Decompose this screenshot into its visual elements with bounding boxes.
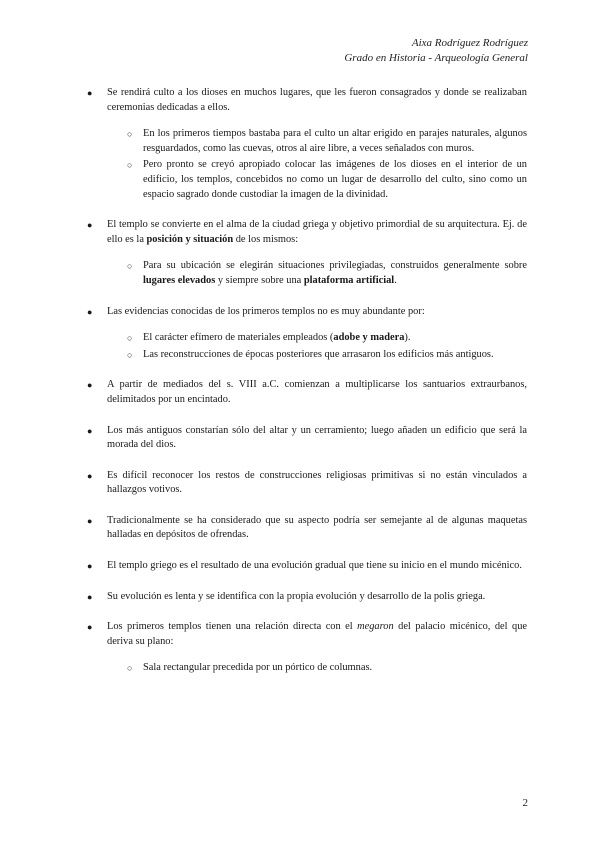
bullet-icon: ● bbox=[87, 380, 93, 391]
list-item bbox=[85, 86, 527, 115]
hollow-bullet-icon: ○ bbox=[127, 160, 133, 171]
bullet-icon: ● bbox=[87, 591, 93, 602]
item-text: del palacio micénico, del que deriva su plano: bbox=[107, 621, 527, 647]
list-item bbox=[85, 218, 527, 247]
bullet-icon: ● bbox=[87, 515, 93, 526]
item-text: Los primeros templos tienen una relación directa con el bbox=[107, 621, 358, 633]
list-item bbox=[85, 590, 527, 605]
item-text: ). bbox=[404, 332, 411, 344]
item-text: El carácter efímero de materiales empleados ( bbox=[143, 332, 334, 344]
page-body bbox=[85, 86, 527, 692]
sub-list-item bbox=[85, 331, 527, 346]
author-name: Aixa Rodríguez Rodríguez bbox=[411, 37, 528, 49]
bullet-icon: ● bbox=[87, 622, 93, 633]
bullet-icon: ● bbox=[87, 306, 93, 317]
sub-list bbox=[85, 331, 527, 362]
item-text: Los más antiguos constarían sólo del altar y un cerramiento; luego añaden un edificio que será la morada del dios. bbox=[107, 424, 527, 451]
course-title: Grado en Historia - Arqueología General bbox=[344, 52, 528, 64]
list-item bbox=[85, 469, 527, 498]
list-item bbox=[85, 378, 527, 407]
bullet-icon: ● bbox=[87, 88, 93, 98]
item-text: Tradicionalmente se ha considerado que su aspecto podría ser semejante al de algunas maquetas halladas en depósitos de ofrendas. bbox=[107, 514, 527, 541]
list-item bbox=[85, 559, 527, 574]
sub-list-item bbox=[85, 127, 527, 156]
sub-list bbox=[85, 127, 527, 202]
item-text: de los mismos: bbox=[233, 233, 299, 245]
list-item bbox=[85, 620, 527, 649]
bullet-icon: ● bbox=[87, 561, 93, 572]
sub-list-item bbox=[85, 158, 527, 202]
bold-text: adobe y madera bbox=[333, 332, 405, 344]
hollow-bullet-icon: ○ bbox=[127, 333, 133, 344]
hollow-bullet-icon: ○ bbox=[127, 129, 133, 140]
page-number: 2 bbox=[522, 797, 528, 809]
italic-text: megaron bbox=[357, 621, 394, 633]
sub-list-item bbox=[85, 348, 527, 363]
list-item bbox=[85, 305, 527, 320]
item-text: Sala rectangular precedida por un pórtico de columnas. bbox=[143, 662, 373, 674]
item-text: El templo se convierte en el alma de la ciudad griega y objetivo primordial de su arquitectura. Ej. de ello es la bbox=[107, 219, 527, 245]
bold-text: plataforma artificial bbox=[303, 274, 395, 286]
hollow-bullet-icon: ○ bbox=[127, 261, 133, 272]
sub-list bbox=[85, 259, 527, 288]
item-text: Pero pronto se creyó apropiado colocar las imágenes de los dioses en el interior de un edificio, los templos, concebidos no como un lugar de desarrollo del culto, sino como un espacio sagrado donde custodiar la imagen de la divinidad. bbox=[143, 159, 527, 200]
list-item bbox=[85, 514, 527, 543]
bullet-icon: ● bbox=[87, 220, 93, 231]
sub-list-item bbox=[85, 661, 527, 676]
item-text: El templo griego es el resultado de una evolución gradual que tiene su inicio en el mundo micénico. bbox=[107, 560, 522, 572]
bold-text: lugares elevados bbox=[143, 274, 216, 286]
item-text: Se rendirá culto a los dioses en muchos lugares, que les fueron consagrados y donde se realizaban ceremonias dedicadas a ellos. bbox=[107, 87, 527, 113]
bullet-icon: ● bbox=[87, 470, 93, 481]
page-header bbox=[344, 36, 528, 66]
bold-text: posición y situación bbox=[146, 233, 234, 245]
item-text: . bbox=[394, 274, 397, 286]
bullet-icon: ● bbox=[87, 425, 93, 436]
sub-list bbox=[85, 661, 527, 676]
item-text: Las evidencias conocidas de los primeros templos no es muy abundante por: bbox=[107, 305, 425, 317]
list-item bbox=[85, 424, 527, 453]
item-text: En los primeros tiempos bastaba para el culto un altar erigido en parajes naturales, algunos resguardados, como las cuevas, otros al aire libre, a veces señalados con muros. bbox=[143, 128, 527, 154]
item-text: y siempre sobre una bbox=[215, 274, 304, 286]
sub-list-item bbox=[85, 259, 527, 288]
item-text: Para su ubicación se elegirán situaciones privilegiadas, construidos generalmente sobre bbox=[143, 260, 527, 272]
item-text: Su evolución es lenta y se identifica con la propia evolución y desarrollo de la polis griega. bbox=[107, 590, 486, 602]
item-text: Las reconstrucciones de épocas posteriores que arrasaron los edificios más antiguos. bbox=[143, 348, 494, 360]
hollow-bullet-icon: ○ bbox=[127, 663, 133, 674]
hollow-bullet-icon: ○ bbox=[127, 349, 133, 360]
item-text: A partir de mediados del s. VIII a.C. comienzan a multiplicarse los santuarios extraurbanos, delimitados por un encintado. bbox=[107, 379, 527, 405]
item-text: Es difícil reconocer los restos de construcciones religiosas primitivas si no están vinculados a hallazgos votivos. bbox=[107, 469, 527, 496]
